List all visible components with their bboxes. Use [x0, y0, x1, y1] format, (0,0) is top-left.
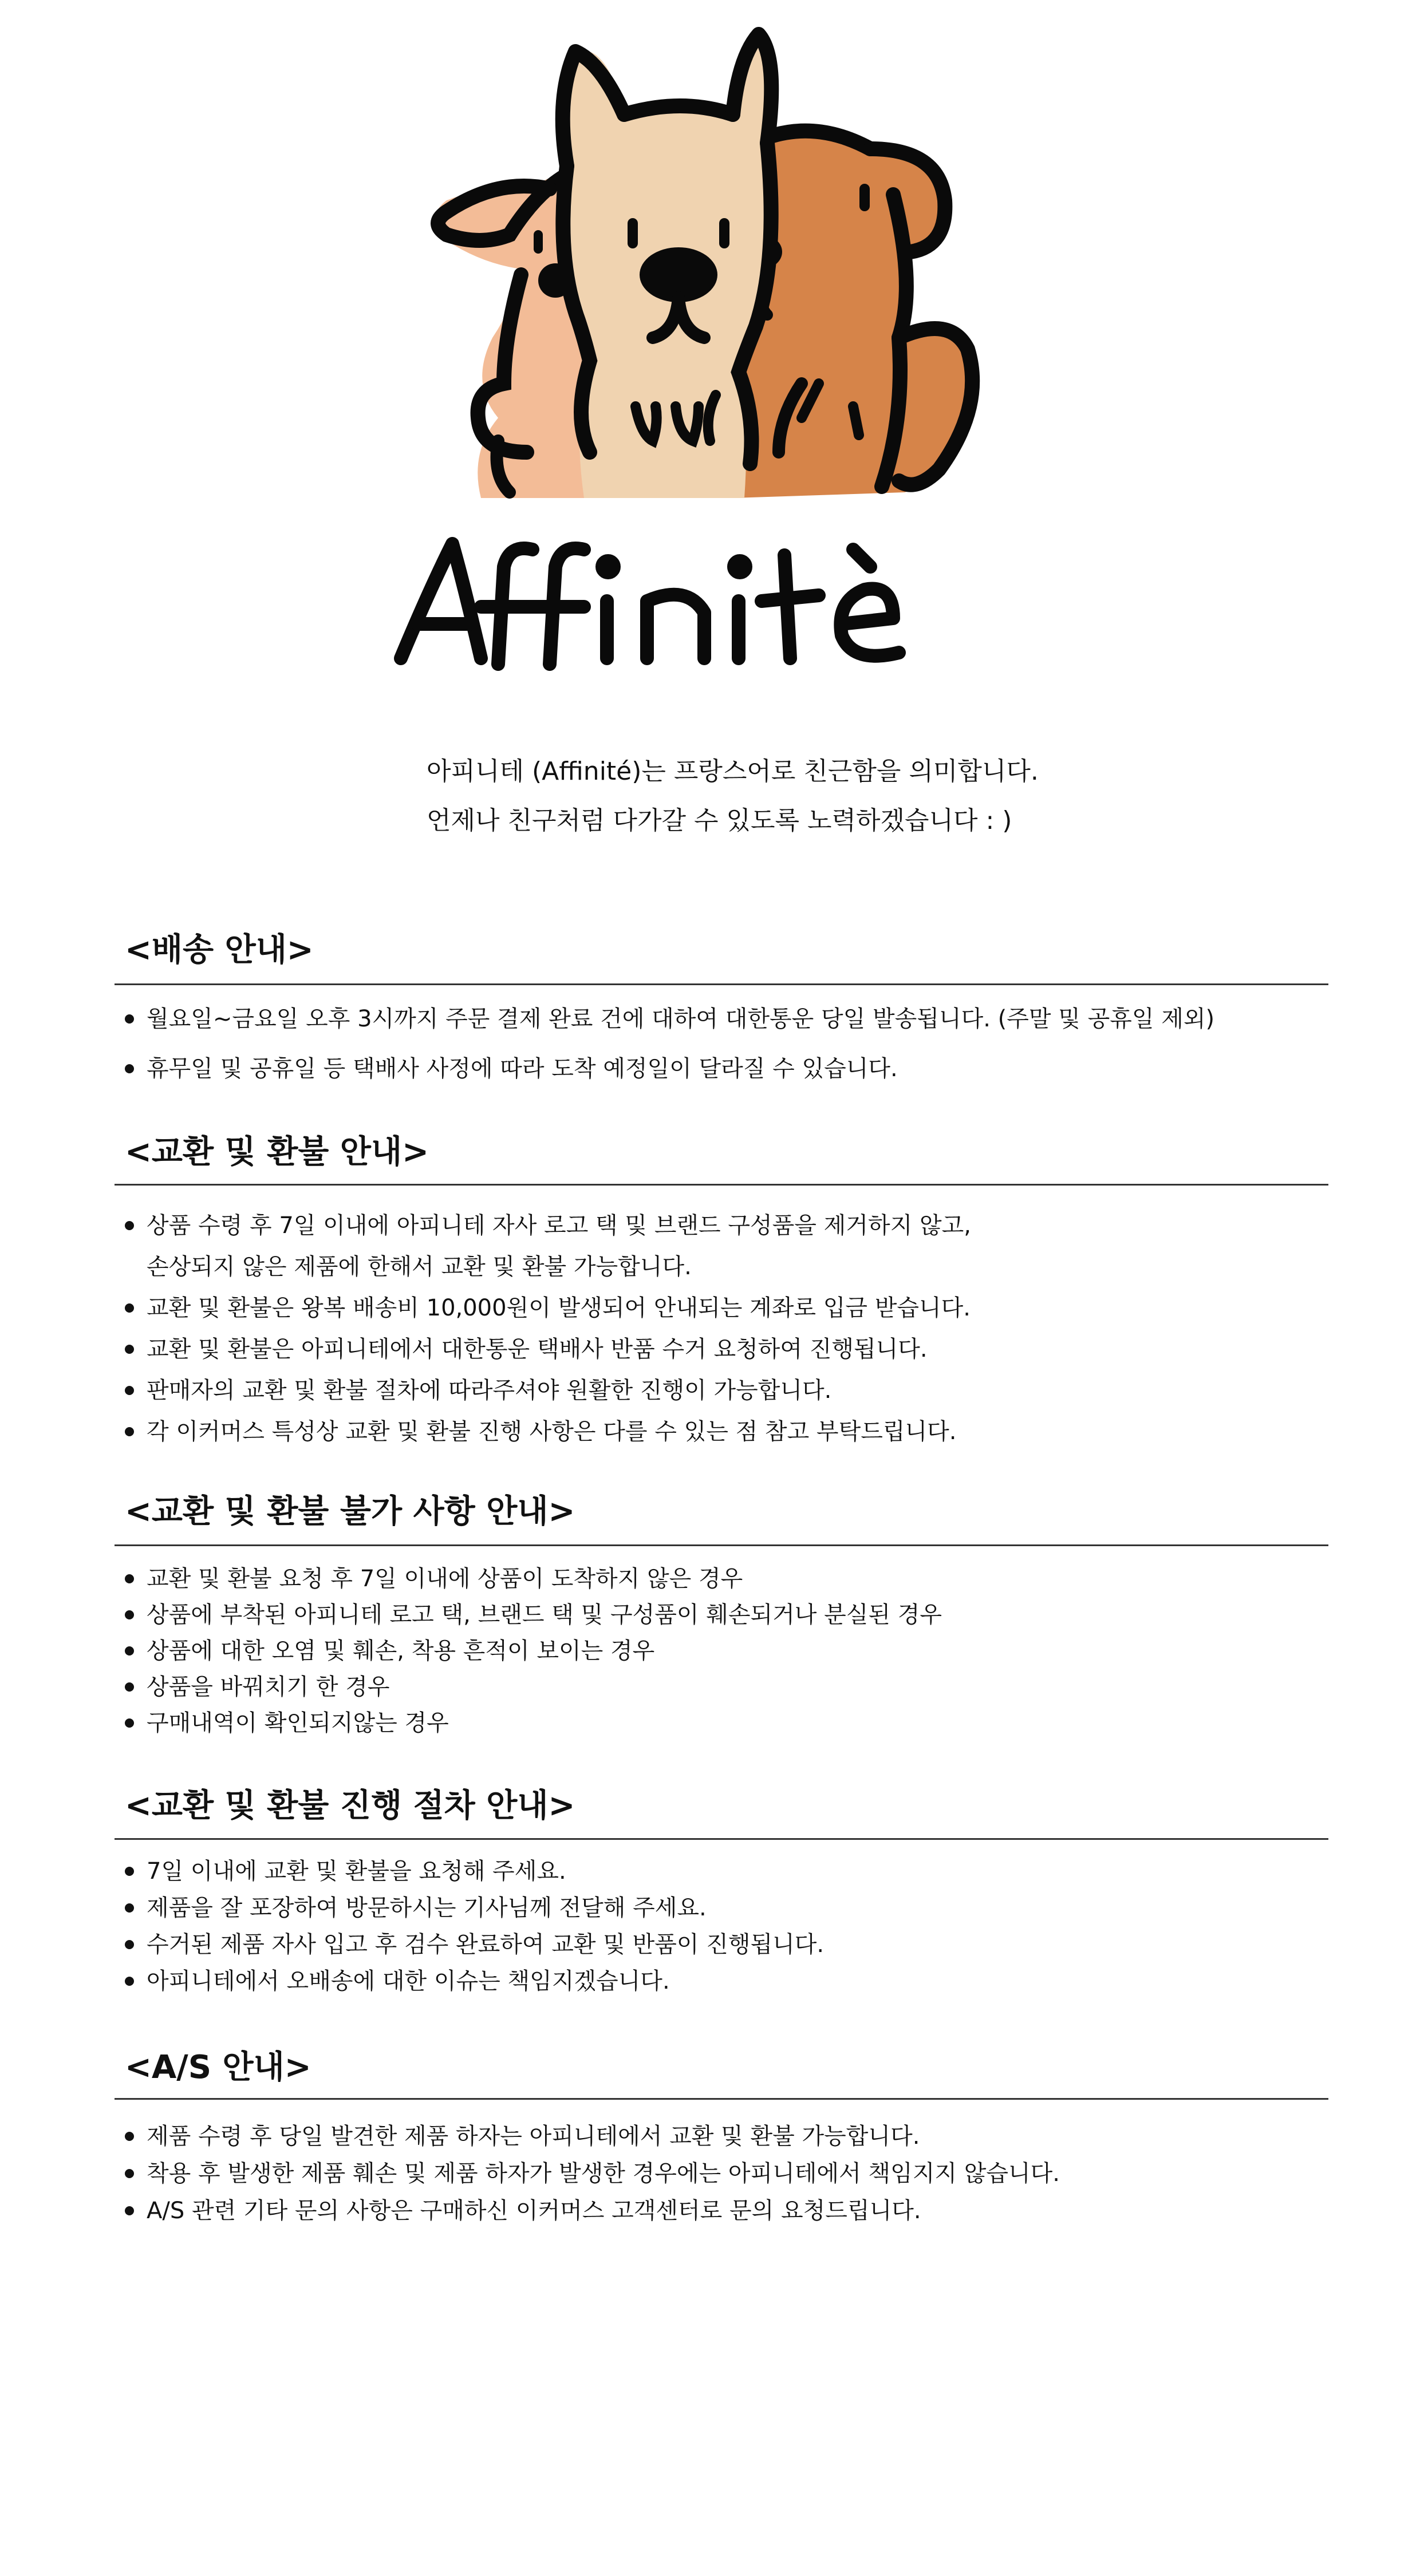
- section-title-after-service: <A/S 안내>: [125, 2049, 311, 2086]
- list-item: 판매자의 교환 및 환불 절차에 따라주셔야 원활한 진행이 가능합니다.: [125, 1370, 1316, 1411]
- shipping-list: [125, 1003, 1316, 1085]
- middle-dog-icon: [561, 34, 773, 498]
- bullet-icon: [125, 1646, 134, 1656]
- section-divider: [115, 2098, 1328, 2100]
- list-item: 상품에 대한 오염 및 훼손, 착용 흔적이 보이는 경우: [125, 1633, 1316, 1669]
- intro-line-2: 언제나 친구처럼 다가갈 수 있도록 노력하겠습니다 : ): [427, 806, 1012, 835]
- list-item: 구매내역이 확인되지않는 경우: [125, 1705, 1316, 1741]
- list-item: 휴무일 및 공휴일 등 택배사 사정에 따라 도착 예정일이 달라질 수 있습니다.: [125, 1053, 1316, 1085]
- exchange-refund-list: [125, 1205, 1316, 1452]
- bullet-icon: [125, 1977, 134, 1986]
- bullet-icon: [125, 1064, 134, 1073]
- section-divider: [115, 1838, 1328, 1840]
- section-title-exchange-refund: <교환 및 환불 안내>: [125, 1133, 429, 1171]
- bullet-icon: [125, 1303, 134, 1313]
- section-divider: [115, 1544, 1328, 1546]
- bullet-icon: [125, 1867, 134, 1876]
- list-item: 상품에 부착된 아피니테 로고 택, 브랜드 택 및 구성품이 훼손되거나 분실된 경우: [125, 1597, 1316, 1633]
- bullet-icon: [125, 2206, 134, 2215]
- list-item: 월요일~금요일 오후 3시까지 주문 결제 완료 건에 대하여 대한통운 당일 발송됩니다. (주말 및 공휴일 제외): [125, 1003, 1316, 1035]
- dogs-illustration: [366, 17, 1054, 704]
- section-title-non-refundable: <교환 및 환불 불가 사항 안내>: [125, 1493, 575, 1530]
- bullet-icon: [125, 2169, 134, 2178]
- list-item: 7일 이내에 교환 및 환불을 요청해 주세요.: [125, 1853, 1316, 1890]
- bullet-icon: [125, 1345, 134, 1354]
- after-service-list: [125, 2118, 1316, 2230]
- list-item: 상품을 바꿔치기 한 경우: [125, 1669, 1316, 1705]
- list-item: 교환 및 환불 요청 후 7일 이내에 상품이 도착하지 않은 경우: [125, 1561, 1316, 1597]
- section-divider: [115, 983, 1328, 985]
- bullet-icon: [125, 1903, 134, 1913]
- bullet-icon: [125, 1014, 134, 1024]
- list-item: 수거된 제품 자사 입고 후 검수 완료하여 교환 및 반품이 진행됩니다.: [125, 1926, 1316, 1963]
- bullet-icon: [125, 1682, 134, 1692]
- list-item: 교환 및 환불은 왕복 배송비 10,000원이 발생되어 안내되는 계좌로 입금 받습니다.: [125, 1287, 1316, 1329]
- bullet-icon: [125, 1940, 134, 1949]
- bullet-icon: [125, 1221, 134, 1230]
- bullet-icon: [125, 1427, 134, 1436]
- list-item: 각 이커머스 특성상 교환 및 환불 진행 사항은 다를 수 있는 점 참고 부탁드립니다.: [125, 1411, 1316, 1452]
- list-item: 착용 후 발생한 제품 훼손 및 제품 하자가 발생한 경우에는 아피니테에서 책임지지 않습니다.: [125, 2155, 1316, 2192]
- bullet-icon: [125, 1718, 134, 1728]
- bullet-icon: [125, 1574, 134, 1583]
- section-divider: [115, 1184, 1328, 1186]
- non-refundable-list: [125, 1561, 1316, 1741]
- list-item: A/S 관련 기타 문의 사항은 구매하신 이커머스 고객센터로 문의 요청드립니다.: [125, 2192, 1316, 2230]
- list-item: 상품 수령 후 7일 이내에 아피니테 자사 로고 택 및 브랜드 구성품을 제거하지 않고, 손상되지 않은 제품에 한해서 교환 및 환불 가능합니다.: [125, 1205, 1316, 1287]
- section-title-procedure: <교환 및 환불 진행 절차 안내>: [125, 1787, 575, 1824]
- brand-intro: [427, 747, 1228, 846]
- list-item: 교환 및 환불은 아피니테에서 대한통운 택배사 반품 수거 요청하여 진행됩니다.: [125, 1329, 1316, 1370]
- bullet-icon: [125, 2132, 134, 2141]
- affinite-wordmark: [401, 544, 899, 664]
- list-item: 아피니테에서 오배송에 대한 이슈는 책임지겠습니다.: [125, 1963, 1316, 2000]
- section-title-shipping: <배송 안내>: [125, 931, 314, 969]
- list-item: 제품 수령 후 당일 발견한 제품 하자는 아피니테에서 교환 및 환불 가능합니다.: [125, 2118, 1316, 2155]
- bullet-icon: [125, 1610, 134, 1619]
- intro-line-1: 아피니테 (Affinité)는 프랑스어로 친근함을 의미합니다.: [427, 757, 1039, 786]
- brand-logo: [366, 17, 1054, 704]
- list-item: 제품을 잘 포장하여 방문하시는 기사님께 전달해 주세요.: [125, 1890, 1316, 1926]
- bullet-icon: [125, 1386, 134, 1395]
- procedure-list: [125, 1853, 1316, 2000]
